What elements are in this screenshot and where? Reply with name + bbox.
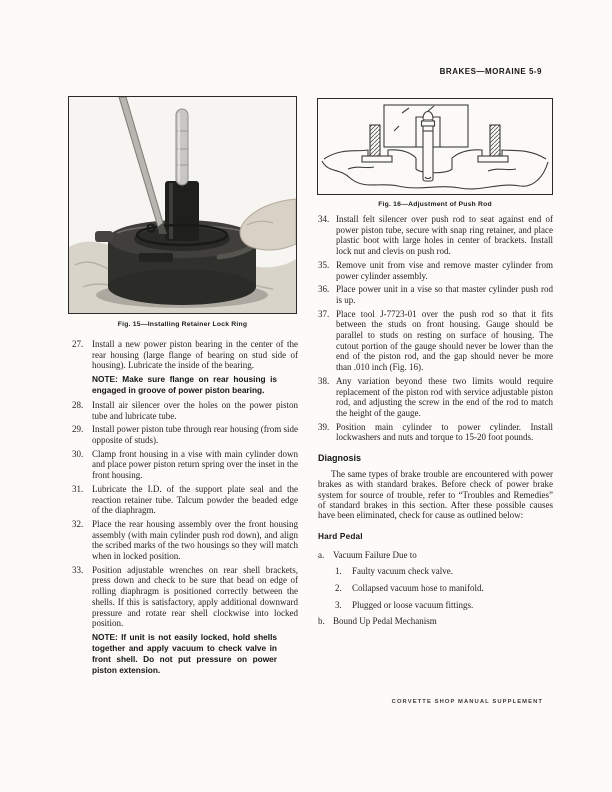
outline-item-3 [318,600,553,611]
step-item-34 [318,214,553,257]
step-item-29 [72,424,298,445]
step-text-31: Lubricate the I.D. of the support plate seal and the reaction retainer tube. Talcum powder the beaded edge of the diaphragm. [92,483,298,516]
step-text-29: Install power piston tube through rear housing (from side opposite of studs). [92,424,298,446]
fig15-photo-illustration [69,97,296,313]
note-after-27: NOTE: Make sure flange on rear housing is engaged in groove of power piston bearing. [92,374,277,396]
step-text-33: Position adjustable wrenches on rear shell brackets, press down and check to be sure that bead on edge of rolling diaphragm is positioned correctly between the shells. If this is satisfactory, apply additional downward pressure and rotate rear shell clockwise into locked position. [92,564,298,629]
step-number-39: 39. [318,421,330,432]
outline-text-2: Collapsed vacuum hose to manifold. [352,582,484,593]
step-text-37: Place tool J-7723-01 over the push rod so that it fits between the studs on front housing. Gauge should be parallel to studs on resting on surface of housing. The cutout portion of the gauge should never be lower than the end of the piston rod, and the gap should never be more than .010 inch (Fig. 16). [336,308,553,373]
push-rod [176,109,188,185]
left-column [72,339,298,680]
outline-label-b: b. [318,616,325,627]
hard-pedal-heading: Hard Pedal [318,531,363,541]
power-piston-tube [165,181,199,241]
outline-item-b [318,616,553,627]
step-number-30: 30. [72,448,84,459]
step-item-37 [318,309,553,373]
note-after-33: NOTE: If unit is not easily locked, hold shells together and apply vacuum to check valve in front shell. Do not put pressure on power piston extension. [92,631,277,675]
outline-item-2 [318,583,553,594]
step-text-38: Any variation beyond these two limits would require replacement of the piston rod with service adjustable piston rod, and adjusting the screw in the end of the rod to match the height of the gauge. [336,375,553,418]
stud-right [490,125,500,156]
step-number-35: 35. [318,259,330,270]
stud-left [370,125,380,156]
step-item-27 [72,339,298,371]
outline-item-1 [318,566,553,577]
figure-15-caption: Fig. 15—Installing Retainer Lock Ring [117,321,248,328]
diagnosis-paragraph: The same types of brake trouble are encountered with power brakes as with standard brakes. Before check of power brake system for source of trouble, refer to “Troubles and Remedies” of standard brakes in this section. After these possible causes have been eliminated, check for cause as outlined below: [318,468,553,521]
step-number-33: 33. [72,564,84,575]
step-number-28: 28. [72,399,84,410]
step-number-31: 31. [72,483,84,494]
step-item-32 [72,519,298,562]
step-number-34: 34. [318,214,330,224]
step-number-27: 27. [72,339,84,349]
page-footer: CORVETTE SHOP MANUAL SUPPLEMENT [391,699,543,705]
step-item-31 [72,484,298,516]
step-item-38 [318,376,553,419]
figure-16-caption: Fig. 16—Adjustment of Push Rod [378,201,492,208]
step-item-35 [318,260,553,281]
step-text-27: Install a new power piston bearing in the center of the rear housing (large flange of bearing on stud side of housing). Lubricate the inside of the bearing. [92,339,298,371]
step-number-32: 32. [72,518,84,529]
fig16-line-drawing [318,99,552,194]
outline-text-b: Bound Up Pedal Mechanism [333,616,437,627]
step-text-34: Install felt silencer over push rod to seat against end of power piston tube, secure with snap ring retainer, and place plastic boot with large holes in center of brackets. Install lock nut and clevis on push rod. [336,214,553,257]
step-number-38: 38. [318,375,330,386]
step-item-30 [72,449,298,481]
outline-text-3: Plugged or loose vacuum fittings. [352,599,474,610]
step-text-30: Clamp front housing in a vise with main cylinder down and place power piston return spring over the inset in the front housing. [92,448,298,481]
figure-15 [68,96,297,314]
outline-label-2: 2. [335,582,342,593]
step-number-29: 29. [72,424,84,435]
outline-item-a [318,550,553,561]
page-header: BRAKES—MORAINE 5-9 [439,67,542,76]
diagnosis-heading: Diagnosis [318,453,362,464]
right-column [318,214,553,633]
figure-16 [317,98,553,195]
step-number-36: 36. [318,284,330,295]
push-rod [422,112,435,182]
outline-text-1: Faulty vacuum check valve. [352,566,453,577]
step-item-28 [72,400,298,421]
step-item-39 [318,422,553,443]
step-text-32: Place the rear housing assembly over the front housing assembly (with main cylinder push rod down), and align the scribed marks of the two housings so they will match when in locked position. [92,518,298,562]
step-text-39: Position main cylinder to power cylinder. Install lockwashers and nuts and torque to 15-20 foot pounds. [336,421,553,443]
step-number-37: 37. [318,308,330,319]
outline-label-a: a. [318,549,325,560]
step-text-36: Place power unit in a vise so that master cylinder push rod is up. [336,284,553,305]
step-text-28: Install air silencer over the holes on the power piston tube and lubricate tube. [92,399,298,421]
step-item-36 [318,284,553,305]
step-item-33 [72,565,298,629]
outline-label-3: 3. [335,599,342,610]
outline-label-1: 1. [335,566,342,577]
step-text-35: Remove unit from vise and remove master cylinder from power cylinder assembly. [336,259,553,281]
outline-text-a: Vacuum Failure Due to [333,549,417,560]
